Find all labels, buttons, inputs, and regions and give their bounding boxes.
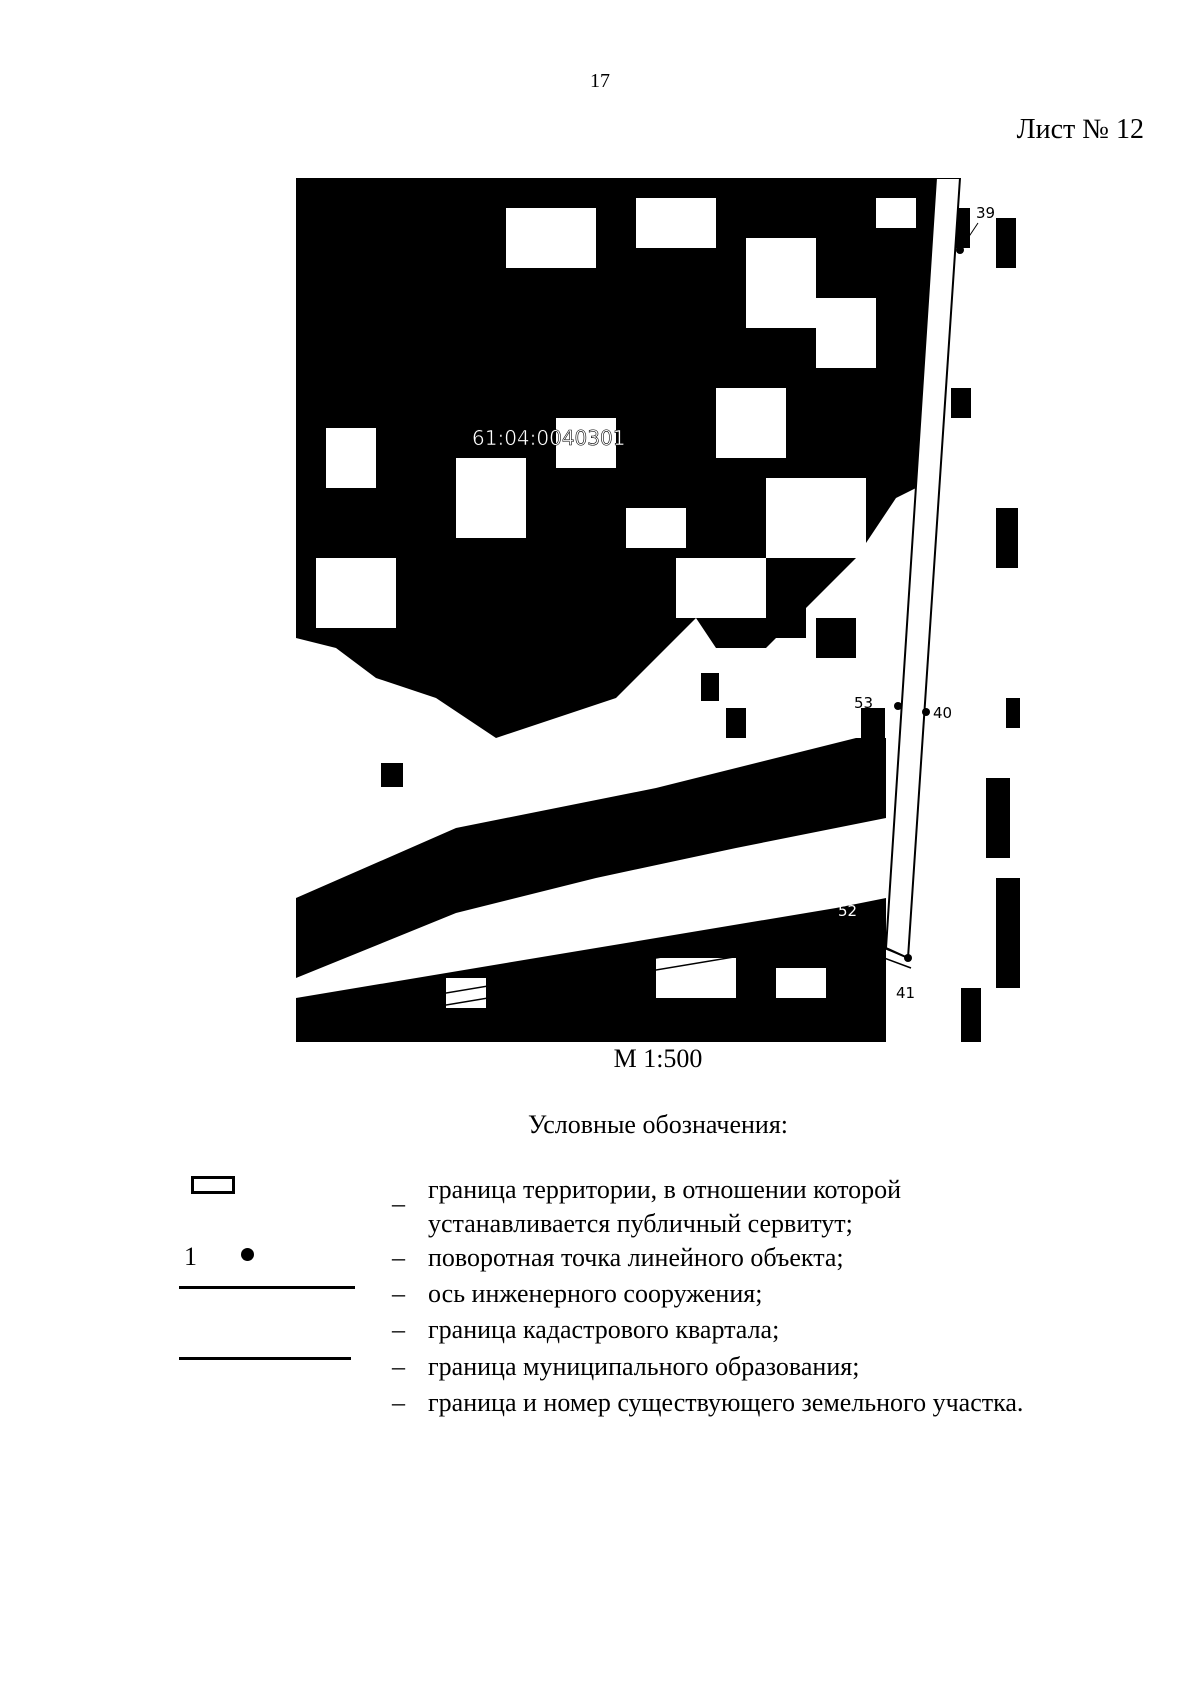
page-number: 17 [590, 70, 610, 92]
point-symbol-number: 1 [184, 1242, 197, 1271]
legend-title: Условные обозначения: [527, 1110, 789, 1139]
point-symbol-dot [241, 1248, 254, 1261]
axis-line-symbol [179, 1286, 355, 1289]
point-label-39: 39 [976, 204, 996, 222]
point-label-42: 42 [702, 972, 722, 990]
point-label-52: 52 [838, 902, 858, 920]
cadastral-quarter-label: 61:04:0040301 [472, 426, 626, 450]
point-label-53: 53 [854, 694, 874, 712]
servitude-boundary-symbol [191, 1176, 235, 1194]
sheet-label: Лист № 12 [1016, 114, 1144, 145]
map-scale: М 1:500 [613, 1044, 703, 1073]
point-label-54: 54 [886, 206, 906, 224]
municipal-boundary-symbol [179, 1357, 351, 1360]
point-label-41: 41 [896, 984, 916, 1002]
map-svg [296, 178, 1020, 1042]
cadastral-map [296, 178, 1020, 1042]
point-label-51: 51 [708, 884, 728, 902]
point-label-40: 40 [933, 704, 953, 722]
